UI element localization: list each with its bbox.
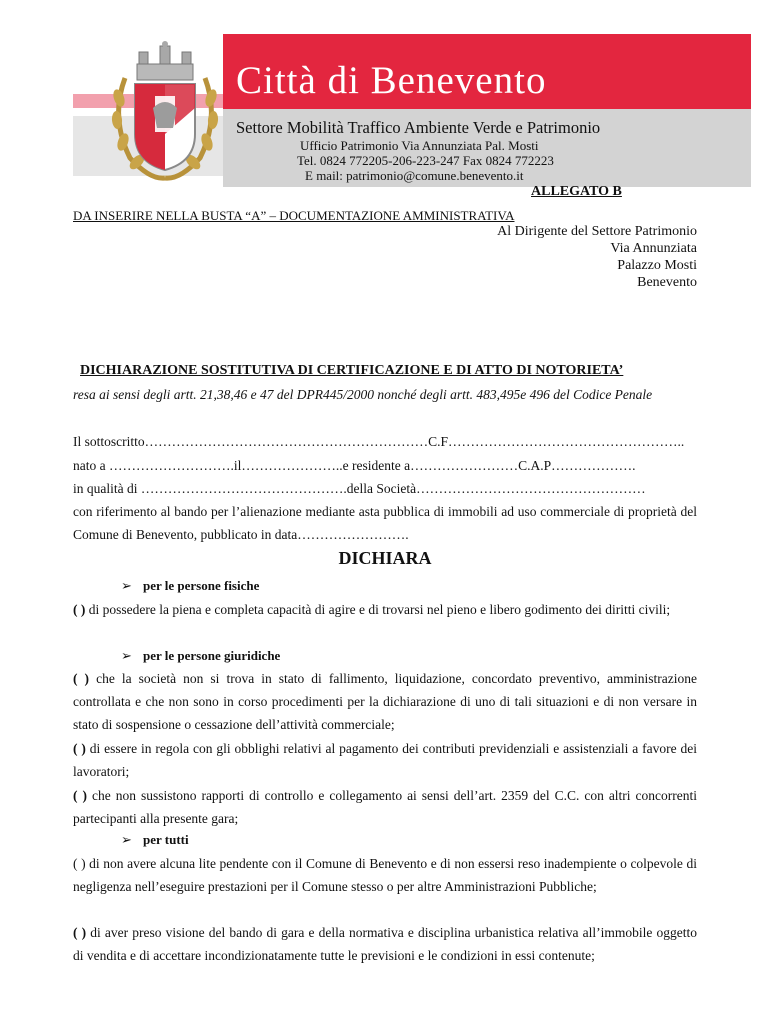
recipient-line-3: Palazzo Mosti <box>617 258 697 273</box>
clause-4: ( ) che non sussistono rapporti di controllo e collegamento ai sensi dell’art. 2359 del C.C. con altri concorrenti partecipanti alla presente gara; <box>73 788 698 826</box>
clause-1: ( ) di possedere la piena e completa capacità di agire e di trovarsi nel pieno e libero godimento dei diritti civili; <box>73 602 671 617</box>
checkbox-marker[interactable]: ( ) <box>73 602 86 617</box>
coat-of-arms-icon <box>105 38 225 184</box>
city-title: Città di Benevento <box>236 59 547 102</box>
form-line-role: in qualità di ……………………………………….della Società…………………………………………… <box>73 481 646 496</box>
recipient-line-1: Al Dirigente del Settore Patrimonio <box>497 224 697 239</box>
section-persone-fisiche: ➢ per le persone fisiche <box>121 578 260 593</box>
attachment-label: ALLEGATO B <box>531 184 622 199</box>
checkbox-marker[interactable]: ( ) <box>73 925 87 940</box>
envelope-instruction: DA INSERIRE NELLA BUSTA “A” – DOCUMENTAZIONE AMMINISTRATIVA <box>73 208 515 223</box>
arrow-bullet-icon: ➢ <box>121 578 132 593</box>
checkbox-marker[interactable]: ( ) <box>73 788 87 803</box>
section-persone-giuridiche: ➢ per le persone giuridiche <box>121 648 281 663</box>
recipient-line-2: Via Annunziata <box>610 241 697 256</box>
checkbox-marker[interactable]: ( ) <box>73 856 86 871</box>
form-intro: con riferimento al bando per l’alienazione mediante asta pubblica di immobili ad uso commerciale di proprietà del Comune di Benevento, pubblicato in data……………………. <box>73 504 697 542</box>
arrow-bullet-icon: ➢ <box>121 832 132 847</box>
sector-name: Settore Mobilità Traffico Ambiente Verde e Patrimonio <box>236 118 601 137</box>
office-email: E mail: patrimonio@comune.benevento.it <box>305 168 524 183</box>
declaration-title: DICHIARAZIONE SOSTITUTIVA DI CERTIFICAZIONE E DI ATTO DI NOTORIETA’ <box>80 363 624 378</box>
dichiara-heading: DICHIARA <box>338 548 432 568</box>
checkbox-marker[interactable]: ( ) <box>73 671 90 686</box>
recipient-line-4: Benevento <box>637 275 697 290</box>
declaration-subtitle: resa ai sensi degli artt. 21,38,46 e 47 del DPR445/2000 nonché degli artt. 483,495e 496 del Codice Penale <box>73 387 653 402</box>
arrow-bullet-icon: ➢ <box>121 648 132 663</box>
form-line-name: Il sottoscritto………………………………………………………C.F…………………………………………….. <box>73 434 685 449</box>
clause-6: ( ) di aver preso visione del bando di gara e della normativa e disciplina urbanistica relativa all’immobile oggetto di vendita e di accettare incondizionatamente tutte le previsioni e le condizioni in essi contenute; <box>73 925 698 963</box>
section-per-tutti: ➢ per tutti <box>121 832 189 847</box>
clause-3: ( ) di essere in regola con gli obblighi relativi al pagamento dei contributi previdenziali e assistenziali a favore dei lavoratori; <box>73 741 698 779</box>
clause-5: ( ) di non avere alcuna lite pendente con il Comune di Benevento e di non essersi reso inadempiente o colpevole di negligenza nell’eseguire prestazioni per il Comune stesso o per altre Amministrazioni Pubbliche; <box>73 856 697 894</box>
form-line-birth: nato a ……………………….il…………………..e residente a……………………C.A.P………………. <box>73 458 636 473</box>
office-address: Ufficio Patrimonio Via Annunziata Pal. Mosti <box>300 138 539 153</box>
clause-2: ( ) che la società non si trova in stato di fallimento, liquidazione, concordato preventivo, amministrazione controllata e che non sono in corso procedimenti per la dichiarazione di uno di tali situazioni e di non versare in stato di sospensione o cessazione dell’attività commerciale; <box>73 671 697 732</box>
checkbox-marker[interactable]: ( ) <box>73 741 86 756</box>
office-phone: Tel. 0824 772205-206-223-247 Fax 0824 772223 <box>297 153 554 168</box>
